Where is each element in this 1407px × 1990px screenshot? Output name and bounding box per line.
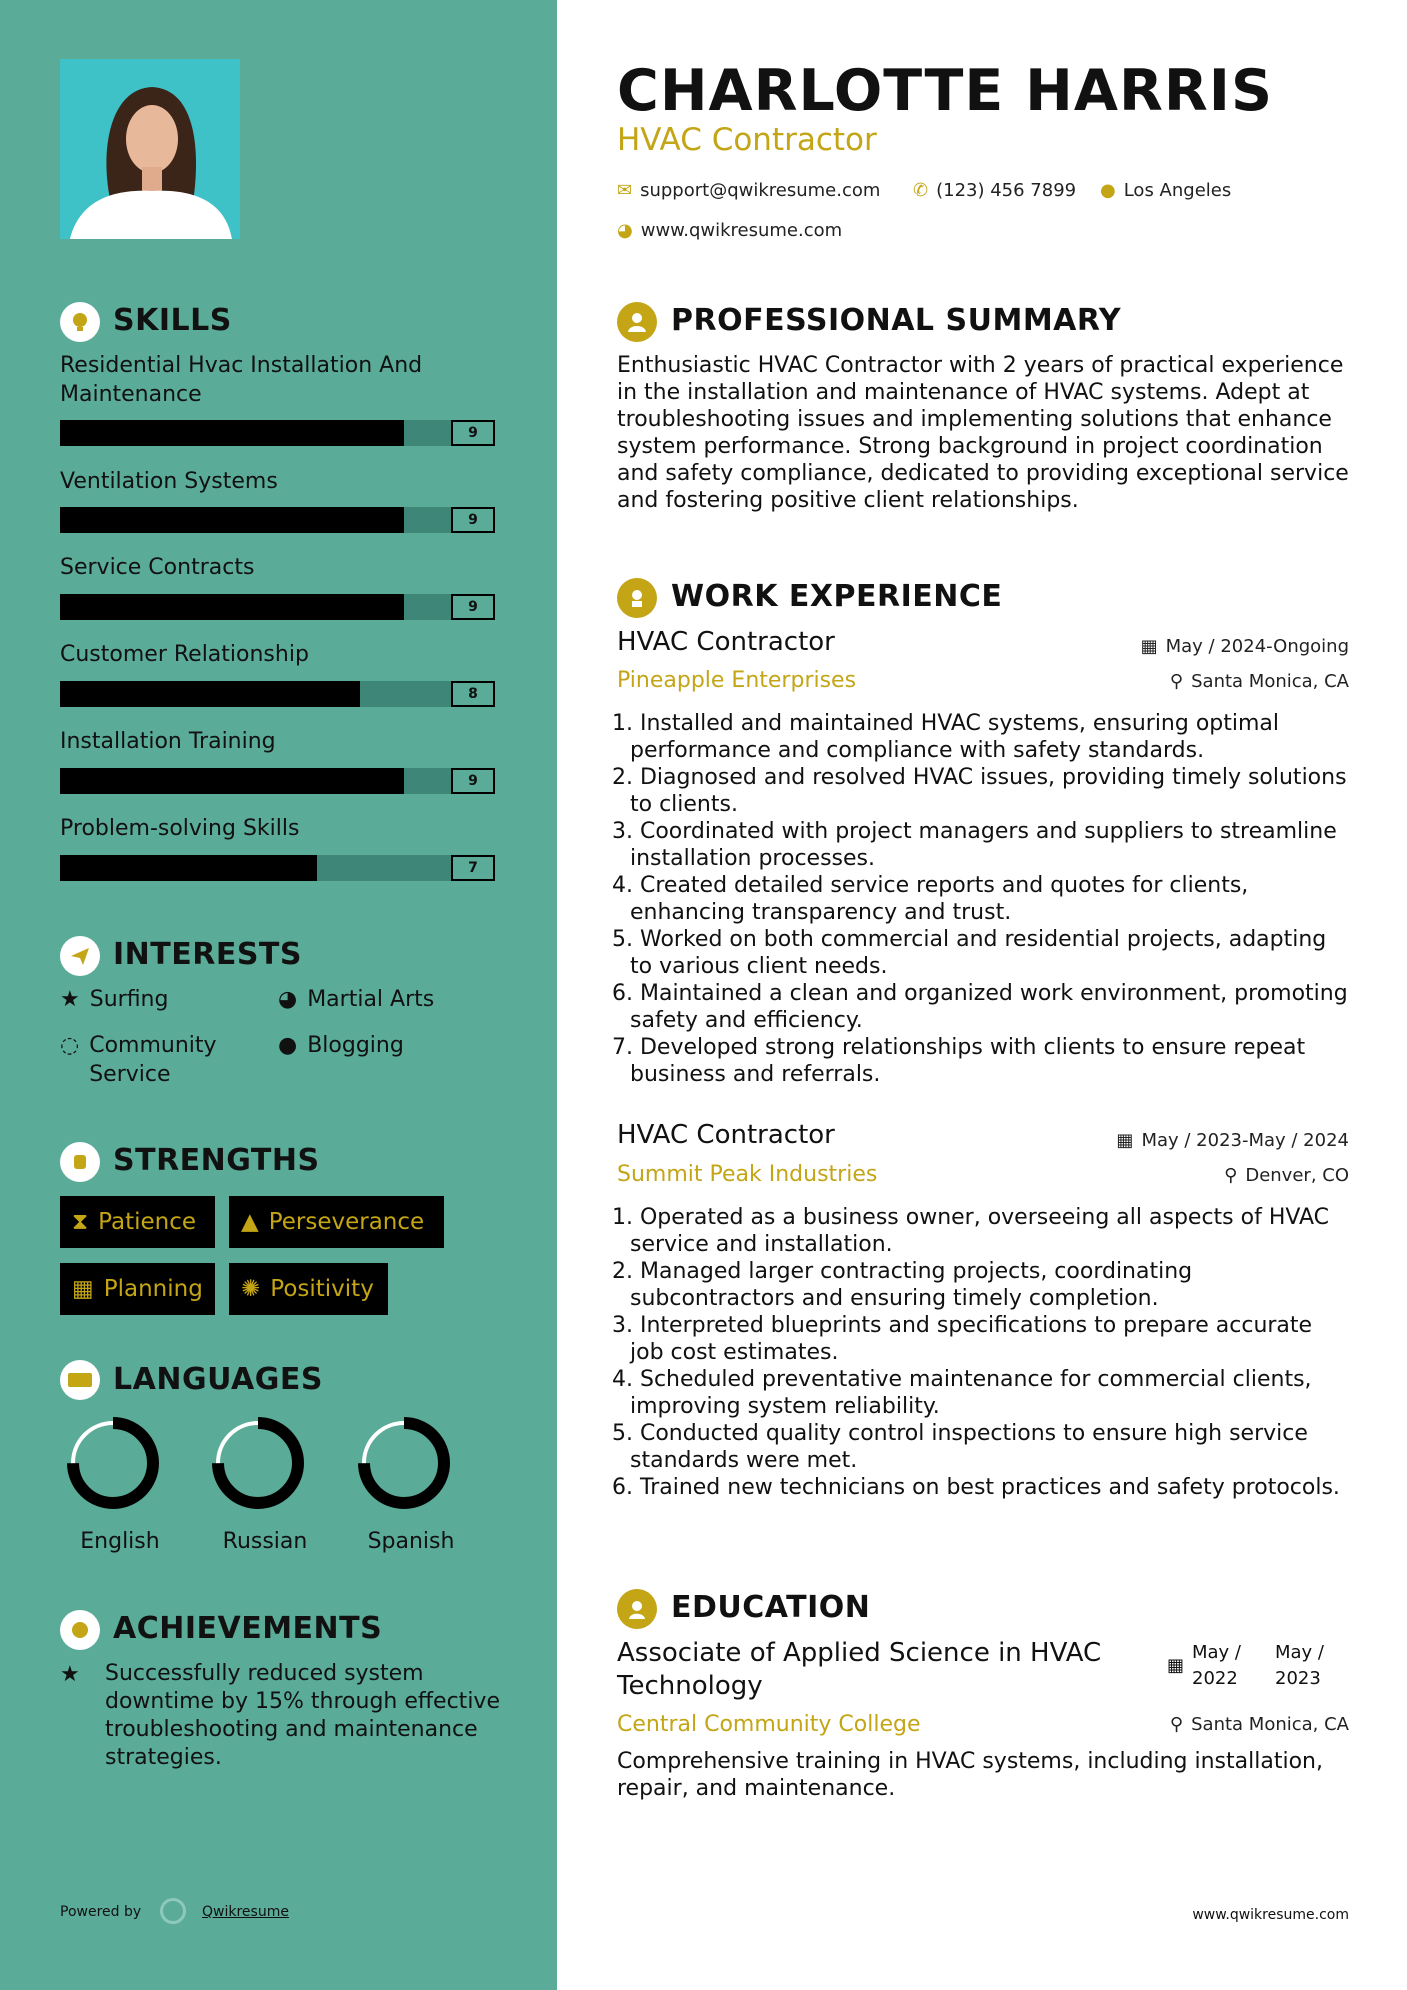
skill-bar xyxy=(60,507,495,533)
skill-label: Customer Relationship xyxy=(60,642,309,667)
job-duties xyxy=(612,710,1352,1088)
contact-location: ● Los Angeles xyxy=(1100,180,1232,201)
profile-photo xyxy=(60,59,240,239)
briefcase-user-icon xyxy=(617,578,657,618)
skill-bar xyxy=(60,420,495,446)
map-pin-icon: ● xyxy=(1100,180,1116,201)
hourglass-icon: ⧗ xyxy=(72,1209,89,1235)
experience-heading: WORK EXPERIENCE xyxy=(671,579,1003,614)
language-label: Spanish xyxy=(367,1529,455,1554)
interests-heading: INTERESTS xyxy=(113,937,302,972)
job-company: Pineapple Enterprises xyxy=(617,668,857,693)
star-hand-icon: ★ xyxy=(60,1662,80,1687)
summary-text: Enthusiastic HVAC Contractor with 2 years of practical experience in the installation and maintenance of HVAC systems. Adept at troubleshooting issues and implementing solutions that enhance system performance. Strong background in project coordination and safety compliance, dedicated to providing exceptional service and fostering positive client relationships. xyxy=(617,353,1349,513)
duty-item: 7. Developed strong relationships with clients to ensure repeat business and referrals. xyxy=(612,1035,1306,1087)
duty-item: 6. Maintained a clean and organized work environment, promoting safety and efficiency. xyxy=(612,981,1348,1033)
road-icon: ▲ xyxy=(241,1209,259,1235)
duty-item: 3. Interpreted blueprints and specifications to prepare accurate job cost estimates. xyxy=(612,1313,1313,1365)
duty-item: 6. Trained new technicians on best practices and safety protocols. xyxy=(612,1475,1340,1500)
job-location: ⚲ Denver, CO xyxy=(1224,1165,1349,1186)
skill-bar-fill xyxy=(60,855,317,881)
skill-level: 9 xyxy=(451,507,495,533)
globe-icon: ◕ xyxy=(278,987,298,1012)
contact-email: ✉ support@qwikresume.com xyxy=(617,180,881,201)
duty-item: 2. Diagnosed and resolved HVAC issues, providing timely solutions to clients. xyxy=(612,765,1347,817)
strength-tag: ▲ Perseverance xyxy=(229,1196,444,1248)
job-company: Summit Peak Industries xyxy=(617,1162,878,1187)
job-title: HVAC Contractor xyxy=(617,627,835,657)
job-title: HVAC Contractor xyxy=(617,1120,835,1150)
candidate-name: CHARLOTTE HARRIS xyxy=(617,58,1273,124)
duty-item: 3. Coordinated with project managers and suppliers to streamline installation processes. xyxy=(612,819,1337,871)
language-ring-russian xyxy=(208,1413,308,1513)
skill-bar xyxy=(60,855,495,881)
skill-label: Service Contracts xyxy=(60,555,255,580)
fist-icon xyxy=(60,1142,100,1182)
education-end-date: May / 2023 xyxy=(1275,1642,1324,1689)
strength-tag: ▦ Planning xyxy=(60,1263,215,1315)
achievement-text: Successfully reduced system downtime by 15% through effective troubleshooting and maintenance strategies. xyxy=(105,1661,500,1770)
phone-icon: ✆ xyxy=(913,180,929,201)
award-icon xyxy=(60,1610,100,1650)
skill-bar-fill xyxy=(60,420,404,446)
contact-website: ◕ www.qwikresume.com xyxy=(617,220,843,241)
pin-icon: ⚲ xyxy=(1169,1714,1184,1735)
skill-label: Installation Training xyxy=(60,729,276,754)
skill-bar-fill xyxy=(60,768,404,794)
user-icon xyxy=(617,302,657,342)
language-label: English xyxy=(80,1529,160,1554)
school-name: Central Community College xyxy=(617,1712,921,1737)
skill-bar-fill xyxy=(60,594,404,620)
star-icon: ★ xyxy=(60,987,80,1012)
skill-bar xyxy=(60,681,495,707)
pin-icon: ⚲ xyxy=(1224,1165,1238,1186)
duty-item: 5. Worked on both commercial and residential projects, adapting to various client needs. xyxy=(612,927,1327,979)
duty-item: 2. Managed larger contracting projects, coordinating subcontractors and ensuring timely completion. xyxy=(612,1259,1193,1311)
job-location: ⚲ Santa Monica, CA xyxy=(1169,671,1349,692)
calendar-icon: ▦ xyxy=(1116,1130,1134,1151)
languages-heading: LANGUAGES xyxy=(113,1362,323,1397)
calendar-icon: ▦ xyxy=(1140,636,1158,657)
strengths-heading: STRENGTHS xyxy=(113,1143,320,1178)
duty-item: 5. Conducted quality control inspections to ensure high service standards were met. xyxy=(612,1421,1308,1473)
language-label: Russian xyxy=(222,1529,308,1554)
duty-item: 4. Created detailed service reports and quotes for clients, enhancing transparency and trust. xyxy=(612,873,1249,925)
paper-plane-icon xyxy=(60,936,100,976)
duty-item: 1. Operated as a business owner, overseeing all aspects of HVAC service and installation. xyxy=(612,1205,1330,1257)
graduate-icon xyxy=(617,1589,657,1629)
skill-label: Ventilation Systems xyxy=(60,469,278,494)
education-location: ⚲ Santa Monica, CA xyxy=(1169,1714,1349,1735)
lightbulb-icon xyxy=(60,302,100,342)
qwikresume-logo-icon xyxy=(160,1898,186,1924)
language-ring-english xyxy=(63,1413,163,1513)
job-duties xyxy=(612,1204,1352,1501)
education-text: Comprehensive training in HVAC systems, including installation, repair, and maintenance. xyxy=(617,1749,1323,1801)
job-dates: ▦ May / 2024-Ongoing xyxy=(1140,636,1349,657)
sun-icon: ✺ xyxy=(241,1276,261,1302)
skill-level: 9 xyxy=(451,768,495,794)
education-start-date: May / 2022 xyxy=(1192,1642,1241,1689)
job-dates: ▦ May / 2023-May / 2024 xyxy=(1116,1130,1349,1151)
skill-bar-fill xyxy=(60,507,404,533)
language-icon xyxy=(60,1360,100,1400)
qwikresume-link[interactable]: Qwikresume xyxy=(202,1904,289,1920)
skill-level: 9 xyxy=(451,420,495,446)
interest-item: ● Blogging xyxy=(278,1033,404,1058)
skill-bar xyxy=(60,768,495,794)
calendar-icon: ▦ xyxy=(72,1276,94,1302)
interest-item: ◌ Community Service xyxy=(60,1033,217,1087)
skill-label: Residential Hvac Installation And Maintenance xyxy=(60,353,423,407)
contact-phone: ✆ (123) 456 7899 xyxy=(913,180,1077,201)
footer-site[interactable]: www.qwikresume.com xyxy=(1192,1907,1349,1923)
skill-bar-fill xyxy=(60,681,360,707)
degree-title: Associate of Applied Science in HVAC Technology xyxy=(617,1638,1102,1701)
duty-item: 4. Scheduled preventative maintenance for commercial clients, improving system reliability. xyxy=(612,1367,1312,1419)
skill-level: 7 xyxy=(451,855,495,881)
calendar-icon: ▦ xyxy=(1167,1655,1185,1676)
education-heading: EDUCATION xyxy=(671,1590,871,1625)
strength-tag: ⧗ Patience xyxy=(60,1196,215,1248)
summary-heading: PROFESSIONAL SUMMARY xyxy=(671,303,1122,338)
language-ring-spanish xyxy=(354,1413,454,1513)
skill-bar xyxy=(60,594,495,620)
interest-item: ★ Surfing xyxy=(60,987,169,1012)
powered-by-label: Powered by xyxy=(60,1904,142,1920)
envelope-icon: ✉ xyxy=(617,180,633,201)
users-icon: ● xyxy=(278,1033,298,1058)
skill-level: 9 xyxy=(451,594,495,620)
pin-icon: ⚲ xyxy=(1169,671,1184,692)
interest-item: ◕ Martial Arts xyxy=(278,987,435,1012)
achievements-heading: ACHIEVEMENTS xyxy=(113,1611,383,1646)
skill-level: 8 xyxy=(451,681,495,707)
skills-heading: SKILLS xyxy=(113,303,232,338)
strength-tag: ✺ Positivity xyxy=(229,1263,388,1315)
hands-icon: ◌ xyxy=(60,1033,80,1058)
candidate-title: HVAC Contractor xyxy=(617,122,877,158)
skill-label: Problem-solving Skills xyxy=(60,816,300,841)
duty-item: 1. Installed and maintained HVAC systems, ensuring optimal performance and compliance with safety standards. xyxy=(612,711,1280,763)
globe-icon: ◕ xyxy=(617,220,633,241)
